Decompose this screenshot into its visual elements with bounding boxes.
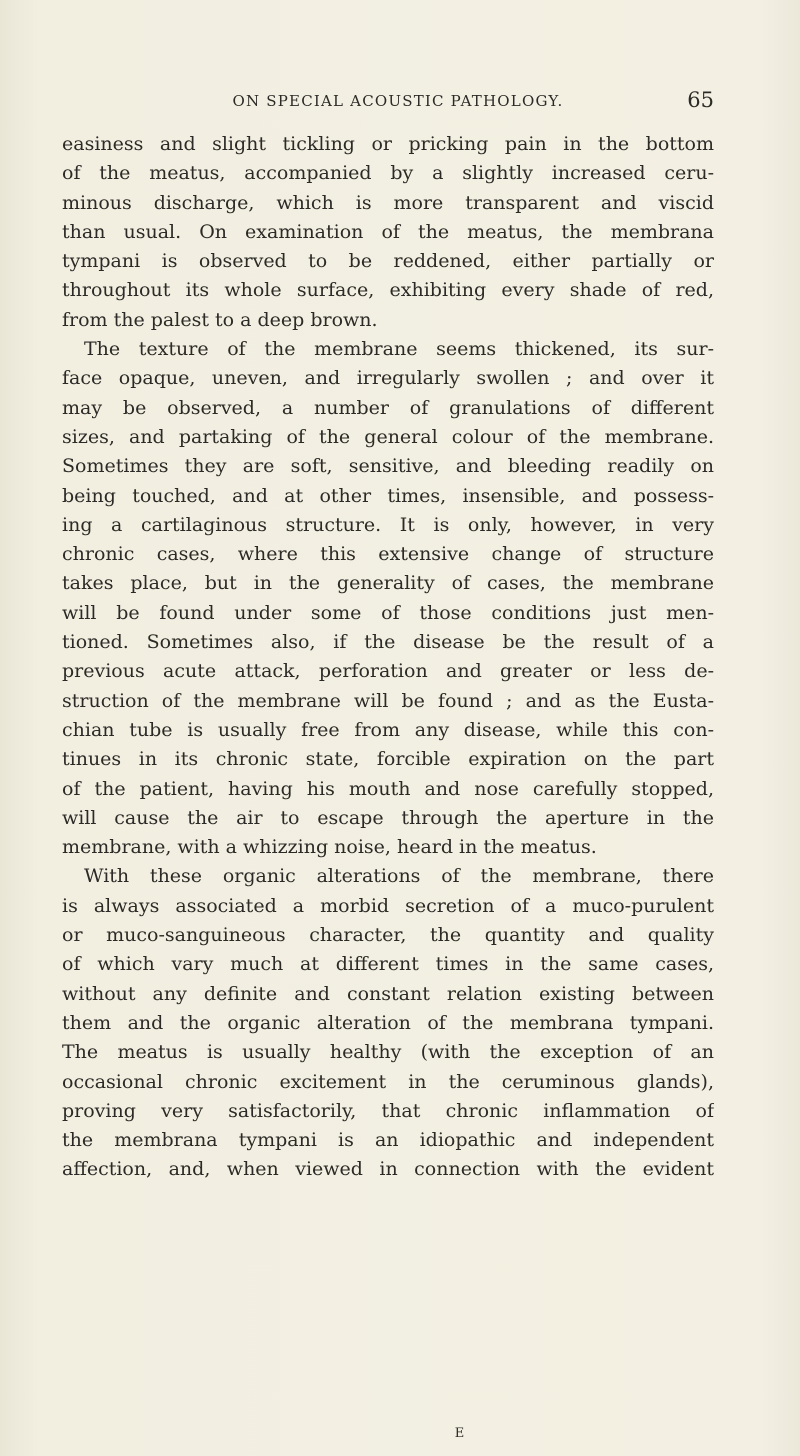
text-line: previous acute attack, perforation and greater or less de- [62,660,714,683]
text-line: than usual. On examination of the meatus, the membrana [62,220,714,243]
text-line: of the patient, having his mouth and nose carefully stopped, [62,777,714,800]
text-line: Sometimes they are soft, sensitive, and bleeding readily on [62,455,714,478]
text-line: without any definite and constant relation existing between [62,982,714,1005]
text-line: affection, and, when viewed in connection with the evident [62,1158,714,1181]
page-header [62,88,714,118]
text-line: The texture of the membrane seems thickened, its sur- [84,338,714,361]
text-line: is always associated a morbid secretion of a muco-purulent [62,894,714,917]
page-number: 65 [687,88,714,112]
text-line: tympani is observed to be reddened, either partially or [62,250,714,273]
text-line: being touched, and at other times, insensible, and possess- [62,484,714,507]
text-line: of which vary much at different times in the same cases, [62,953,714,976]
body-text [62,130,714,1185]
text-line: struction of the membrane will be found ; and as the Eusta- [62,689,714,712]
text-line: will cause the air to escape through the aperture in the [62,806,714,829]
text-line: minous discharge, which is more transparent and viscid [62,191,714,214]
running-head: ON SPECIAL ACOUSTIC PATHOLOGY. [232,92,564,110]
text-line: sizes, and partaking of the general colour of the membrane. [62,425,714,448]
text-line: ing a cartilaginous structure. It is only, however, in very [62,513,714,536]
text-line: them and the organic alteration of the membrana tympani. [62,1011,714,1034]
text-line: easiness and slight tickling or pricking pain in the bottom [62,133,714,155]
text-line: throughout its whole surface, exhibiting every shade of red, [62,279,714,302]
text-line: tioned. Sometimes also, if the disease be the result of a [62,631,714,654]
text-line: of the meatus, accompanied by a slightly increased ceru- [62,162,714,185]
text-line: membrane, with a whizzing noise, heard in the meatus. [62,836,597,859]
text-line: tinues in its chronic state, forcible expiration on the part [62,748,714,771]
text-line: the membrana tympani is an idiopathic and independent [62,1129,714,1152]
text-line: occasional chronic excitement in the ceruminous glands), [62,1070,714,1093]
text-line: chronic cases, where this extensive change of structure [62,543,714,566]
text-line: chian tube is usually free from any disease, while this con- [62,718,714,741]
text-line: proving very satisfactorily, that chronic inflammation of [62,1099,714,1122]
text-line: With these organic alterations of the membrane, there [84,865,714,888]
text-line: or muco-sanguineous character, the quantity and quality [62,924,714,947]
text-line: from the palest to a deep brown. [62,308,378,331]
signature-mark: E [454,1426,466,1441]
text-line: will be found under some of those conditions just men- [62,601,714,624]
text-line: The meatus is usually healthy (with the exception of an [62,1041,714,1064]
text-line: takes place, but in the generality of cases, the membrane [62,572,714,595]
text-line: face opaque, uneven, and irregularly swollen ; and over it [62,367,714,390]
text-line: may be observed, a number of granulations of different [62,396,714,419]
